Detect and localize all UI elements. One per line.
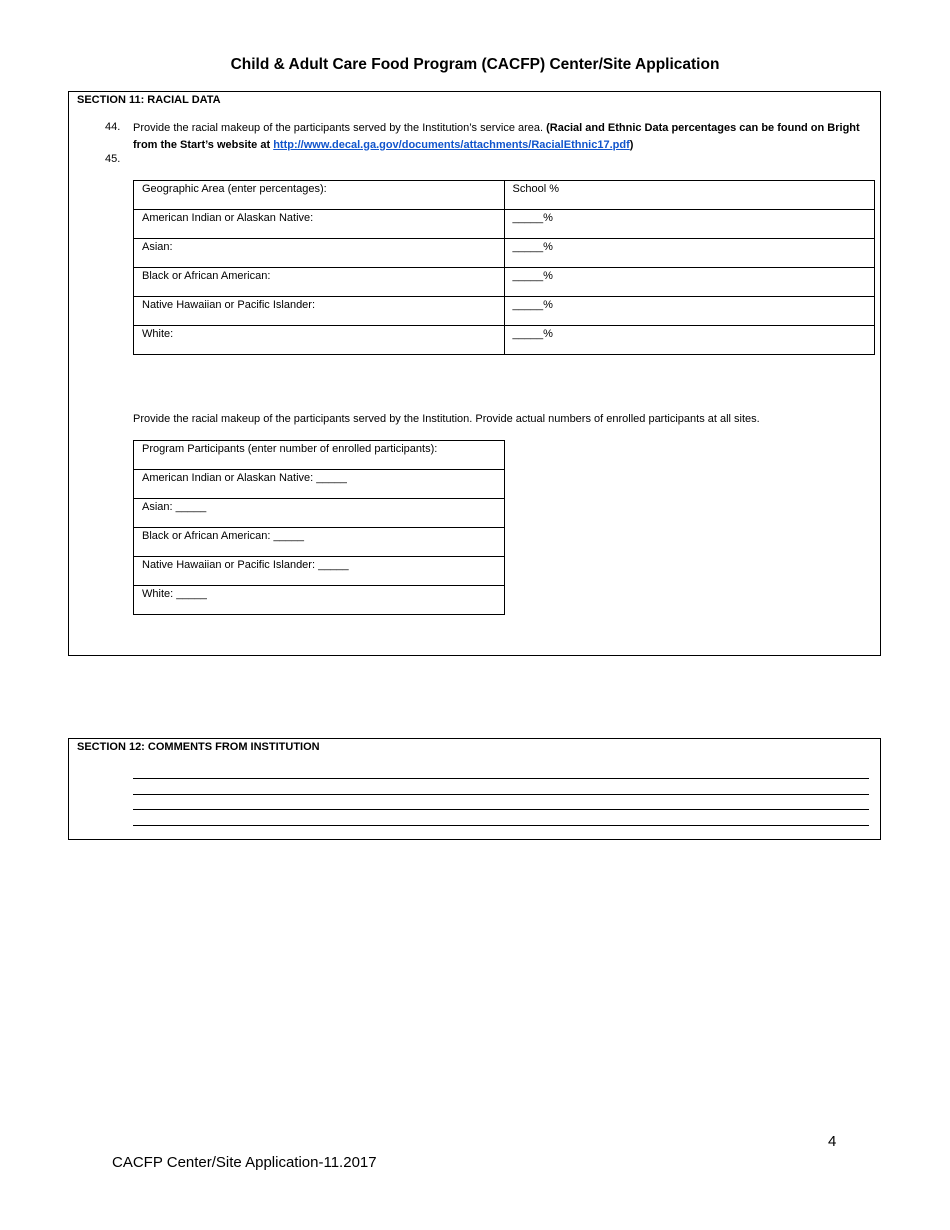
comment-line[interactable] [133,825,869,826]
section-comments [68,738,881,840]
table-row [134,210,875,239]
race-label: White: [134,326,505,355]
question-45-number: 45. [105,153,121,165]
comment-line[interactable] [133,794,869,795]
race-label: Asian: [134,239,505,268]
participant-count-field[interactable]: Black or African American: _____ [134,528,505,557]
question-44-text [133,120,873,153]
question-44-note-close: ) [629,138,634,151]
table-row [134,557,505,586]
table-row [134,326,875,355]
page-title: Child & Adult Care Food Program (CACFP) Center/Site Application [230,56,720,73]
table-header-row [134,181,875,210]
page-number: 4 [828,1133,837,1150]
table-row [134,470,505,499]
school-percent-header: School % [504,181,874,210]
program-participants-table [133,440,505,615]
participant-count-field[interactable]: White: _____ [134,586,505,615]
race-label: American Indian or Alaskan Native: [134,210,505,239]
race-label: Black or African American: [134,268,505,297]
table-header-row [134,441,505,470]
participants-prompt: Provide the racial makeup of the participants served by the Institution. Provide actual numbers of enrolled participants at all sites. [133,413,760,425]
question-44-number: 44. [105,121,121,133]
participant-count-field[interactable]: American Indian or Alaskan Native: _____ [134,470,505,499]
question-44-prompt: Provide the racial makeup of the participants served by the Institution’s service area. [133,122,544,134]
comment-line[interactable] [133,778,869,779]
table-row [134,499,505,528]
comment-line[interactable] [133,809,869,810]
table-row [134,268,875,297]
table-row [134,239,875,268]
section-11-heading: SECTION 11: RACIAL DATA [77,94,221,106]
percent-field[interactable]: _____% [504,239,874,268]
table-row [134,586,505,615]
percent-field[interactable]: _____% [504,297,874,326]
participant-count-field[interactable]: Native Hawaiian or Pacific Islander: _____ [134,557,505,586]
race-label: Native Hawaiian or Pacific Islander: [134,297,505,326]
program-participants-header: Program Participants (enter number of enrolled participants): [134,441,505,470]
footer-text: CACFP Center/Site Application-11.2017 [112,1154,377,1171]
percent-field[interactable]: _____% [504,210,874,239]
participant-count-field[interactable]: Asian: _____ [134,499,505,528]
geographic-area-header: Geographic Area (enter percentages): [134,181,505,210]
section-racial-data [68,91,881,656]
racial-ethnic-data-link[interactable]: http://www.decal.ga.gov/documents/attachments/RacialEthnic17.pdf [273,138,630,151]
percent-field[interactable]: _____% [504,326,874,355]
section-12-heading: SECTION 12: COMMENTS FROM INSTITUTION [77,741,320,753]
geographic-area-table [133,180,875,355]
percent-field[interactable]: _____% [504,268,874,297]
table-row [134,528,505,557]
table-row [134,297,875,326]
question-44-note: (Racial and Ethnic Data percentages can be found on Bright from the Start’s website at [133,122,860,151]
